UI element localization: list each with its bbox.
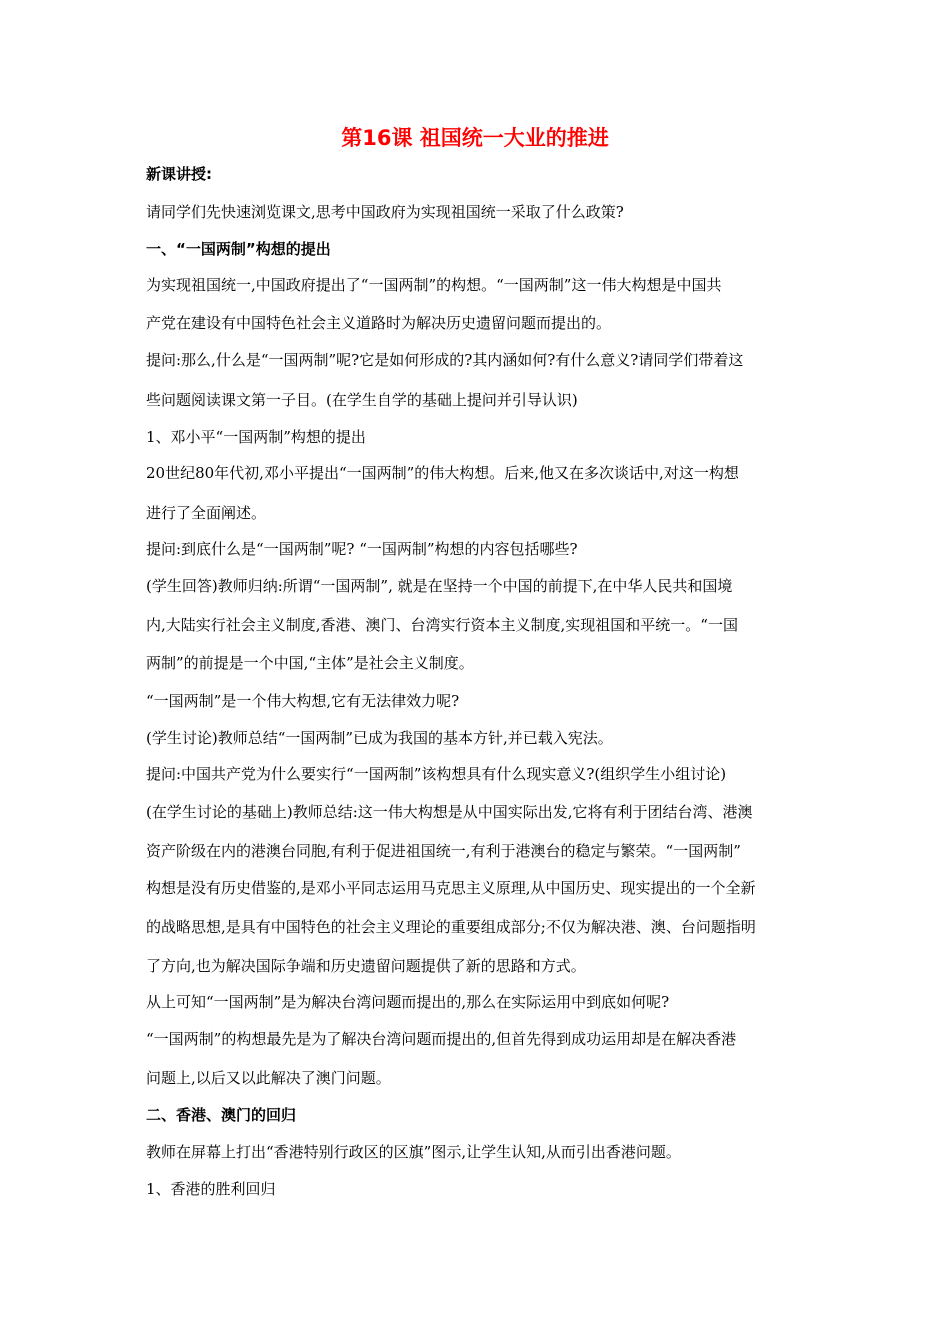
section-heading-1: 一、“一国两制”构想的提出 bbox=[146, 240, 331, 258]
paragraph-line: 为实现祖国统一,中国政府提出了“一国两制”的构想。“一国两制”这一伟大构想是中国共 bbox=[146, 276, 722, 294]
paragraph-line: 了方向,也为解决国际争端和历史遗留问题提供了新的思路和方式。 bbox=[146, 957, 586, 975]
paragraph-line: 提问:到底什么是“一国两制”呢? “一国两制”构想的内容包括哪些? bbox=[146, 540, 578, 558]
document-title: 第16课 祖国统一大业的推进 bbox=[341, 126, 609, 150]
paragraph-line: 内,大陆实行社会主义制度,香港、澳门、台湾实行资本主义制度,实现祖国和平统一。“一国 bbox=[146, 616, 738, 634]
section-label-new-lesson: 新课讲授: bbox=[146, 165, 212, 183]
paragraph-line: 教师在屏幕上打出“香港特别行政区的区旗”图示,让学生认知,从而引出香港问题。 bbox=[146, 1143, 681, 1161]
paragraph-line: (学生回答)教师归纳:所谓“一国两制”, 就是在坚持一个中国的前提下,在中华人民共和国境 bbox=[146, 577, 733, 595]
paragraph-line: 提问:那么,什么是“一国两制”呢?它是如何形成的?其内涵如何?有什么意义?请同学们带着这 bbox=[146, 351, 744, 369]
paragraph-line: 进行了全面阐述。 bbox=[146, 504, 267, 522]
paragraph-line: (学生讨论)教师总结“一国两制”已成为我国的基本方针,并已载入宪法。 bbox=[146, 729, 613, 747]
paragraph-line: 问题上,以后又以此解决了澳门问题。 bbox=[146, 1069, 391, 1087]
paragraph-line: 的战略思想,是具有中国特色的社会主义理论的重要组成部分;不仅为解决港、澳、台问题指明 bbox=[146, 918, 756, 936]
paragraph-line: 些问题阅读课文第一子目。(在学生自学的基础上提问并引导认识) bbox=[146, 391, 578, 409]
paragraph-line: 两制”的前提是一个中国,“主体”是社会主义制度。 bbox=[146, 654, 474, 672]
paragraph-line: “一国两制”的构想最先是为了解决台湾问题而提出的,但首先得到成功运用却是在解决香港 bbox=[146, 1030, 737, 1048]
subsection-heading: 1、邓小平“一国两制”构想的提出 bbox=[146, 428, 366, 446]
paragraph-line: 请同学们先快速浏览课文,思考中国政府为实现祖国统一采取了什么政策? bbox=[146, 203, 624, 221]
paragraph-line: (在学生讨论的基础上)教师总结:这一伟大构想是从中国实际出发,它将有利于团结台湾、港澳 bbox=[146, 803, 753, 821]
paragraph-line: 提问:中国共产党为什么要实行“一国两制”该构想具有什么现实意义?(组织学生小组讨论) bbox=[146, 765, 727, 783]
paragraph-line: 20世纪80年代初,邓小平提出“一国两制”的伟大构想。后来,他又在多次谈话中,对这一构想 bbox=[146, 464, 739, 482]
subsection-heading: 1、香港的胜利回归 bbox=[146, 1180, 276, 1198]
paragraph-line: 资产阶级在内的港澳台同胞,有利于促进祖国统一,有利于港澳台的稳定与繁荣。“一国两制” bbox=[146, 842, 741, 860]
section-heading-2: 二、香港、澳门的回归 bbox=[146, 1106, 297, 1124]
paragraph-line: 产党在建设有中国特色社会主义道路时为解决历史遗留问题而提出的。 bbox=[146, 314, 612, 332]
paragraph-line: “一国两制”是一个伟大构想,它有无法律效力呢? bbox=[146, 692, 460, 710]
paragraph-line: 从上可知“一国两制”是为解决台湾问题而提出的,那么在实际运用中到底如何呢? bbox=[146, 993, 670, 1011]
paragraph-line: 构想是没有历史借鉴的,是邓小平同志运用马克思主义原理,从中国历史、现实提出的一个全新 bbox=[146, 879, 756, 897]
